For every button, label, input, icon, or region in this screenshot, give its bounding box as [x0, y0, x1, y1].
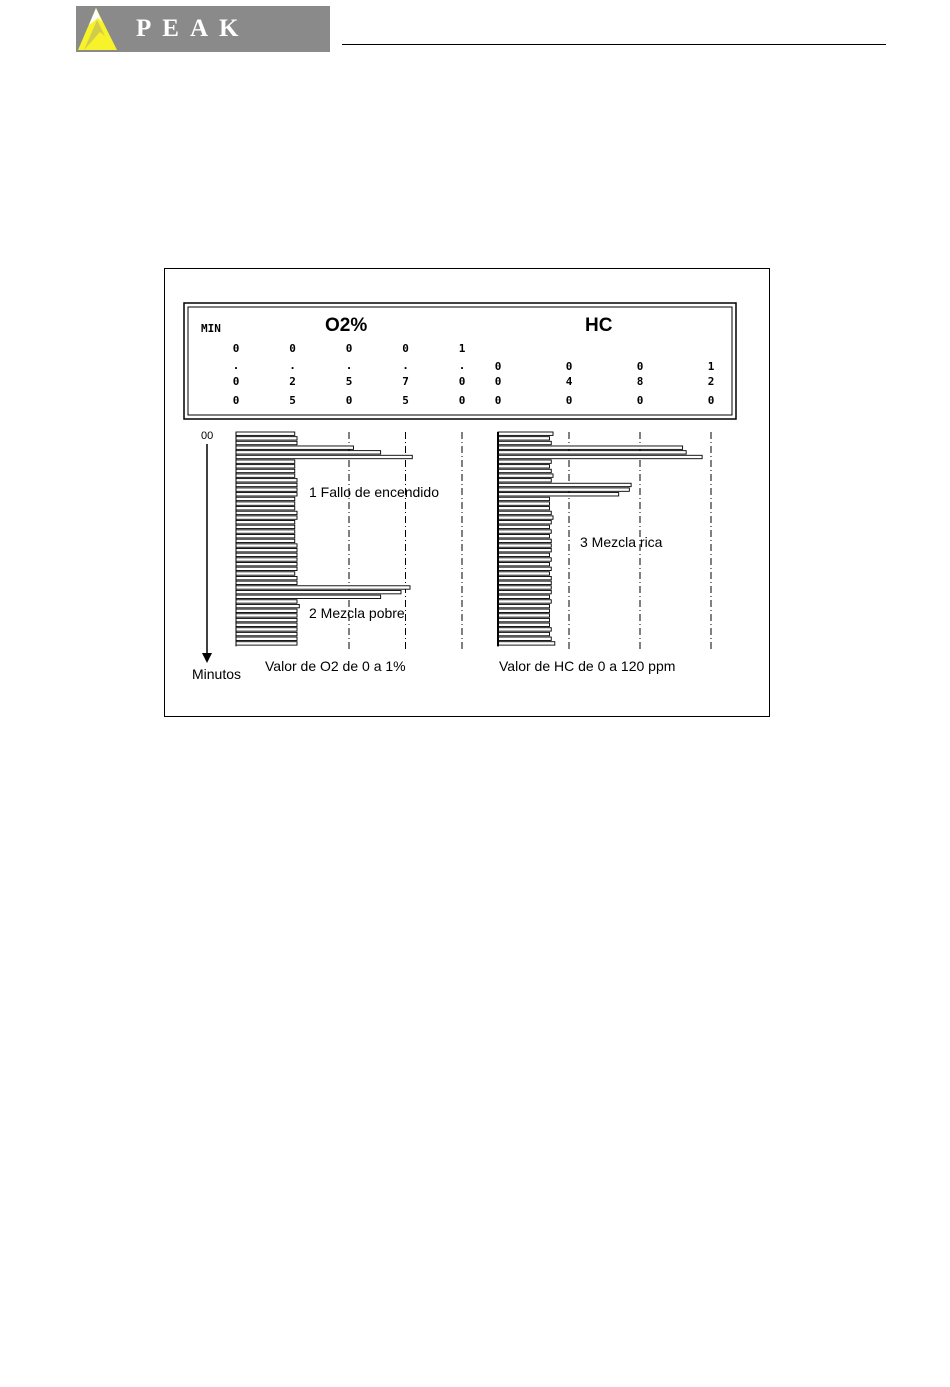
o2-bar	[236, 497, 295, 500]
hc-bar	[498, 521, 551, 524]
o2-bar	[236, 474, 295, 477]
o2-bar	[236, 437, 297, 440]
o2-tick-char: 0	[458, 394, 466, 407]
hc-bar	[498, 586, 551, 589]
o2-bar	[236, 567, 297, 570]
o2-bar	[236, 544, 297, 547]
hc-bar	[498, 632, 549, 635]
o2-tick-char: .	[458, 359, 466, 372]
hc-bar	[498, 600, 551, 603]
hc-axis-label: Valor de HC de 0 a 120 ppm	[499, 658, 676, 674]
header-rule	[342, 44, 886, 45]
hc-bar	[498, 451, 686, 454]
hc-bar	[498, 497, 549, 500]
hc-bar	[498, 623, 549, 626]
hc-tick-labels	[495, 360, 715, 407]
hc-bar	[498, 469, 551, 472]
hc-bar	[498, 441, 551, 444]
hc-bar	[498, 604, 549, 607]
o2-tick-char: 1	[458, 342, 466, 355]
hc-tick-char: 1	[707, 360, 715, 373]
o2-bar	[236, 618, 297, 621]
o2-bar	[236, 479, 297, 482]
hc-bar	[498, 567, 551, 570]
o2-bar	[236, 632, 297, 635]
o2-bar	[236, 516, 297, 519]
hc-bar	[498, 539, 551, 542]
o2-bar	[236, 535, 295, 538]
o2-bar	[236, 465, 295, 468]
hc-bar	[498, 609, 549, 612]
hc-tick-char: 0	[565, 394, 573, 407]
hc-bar	[498, 460, 551, 463]
hc-tick-char: 0	[565, 360, 573, 373]
hc-bar	[498, 474, 553, 477]
o2-bar	[236, 502, 295, 505]
o2-bar	[236, 539, 295, 542]
hc-bar	[498, 516, 553, 519]
o2-bar	[236, 469, 295, 472]
o2-bar	[236, 595, 381, 598]
o2-tick-char: 5	[345, 375, 353, 388]
o2-tick-char: 0	[345, 394, 353, 407]
min-label: MIN	[201, 322, 221, 335]
o2-bar	[236, 511, 297, 514]
o2-tick-char: .	[402, 359, 409, 372]
o2-bar	[236, 628, 297, 631]
o2-bar	[236, 460, 295, 463]
o2-tick-char: 0	[289, 342, 296, 355]
hc-bar	[498, 642, 555, 645]
hc-bar	[498, 535, 549, 538]
o2-bar	[236, 530, 295, 533]
hc-tick-char: 8	[636, 375, 644, 388]
o2-tick-char: 7	[402, 375, 409, 388]
hc-bar	[498, 558, 551, 561]
logo-wordmark: PEAK	[136, 15, 250, 42]
hc-bar	[498, 511, 551, 514]
time-axis-start-label: 00	[201, 430, 214, 442]
o2-bar	[236, 604, 299, 607]
o2-axis-label: Valor de O2 de 0 a 1%	[265, 658, 406, 674]
hc-tick-char: 0	[494, 360, 502, 373]
hc-bar	[498, 618, 549, 621]
o2-bar	[236, 521, 295, 524]
o2-tick-labels	[233, 342, 466, 407]
hc-bar	[498, 581, 551, 584]
hc-tick-char: 0	[494, 375, 502, 388]
hc-bar	[498, 637, 551, 640]
hc-bar	[498, 530, 551, 533]
hc-bar	[498, 502, 549, 505]
hc-bar	[498, 614, 549, 617]
o2-tick-char: 5	[289, 394, 296, 407]
hc-tick-char: 4	[565, 375, 573, 388]
o2-tick-char: 0	[232, 342, 240, 355]
o2-tick-char: 5	[402, 394, 409, 407]
hc-bar	[498, 572, 549, 575]
hc-bar	[498, 553, 549, 556]
o2-bar	[236, 507, 295, 510]
hc-bar	[498, 576, 551, 579]
hc-tick-char: 0	[494, 394, 502, 407]
hc-bar	[498, 488, 629, 491]
o2-tick-char: .	[289, 359, 296, 372]
o2-bar	[236, 600, 297, 603]
figure-frame	[164, 268, 770, 717]
o2-bar	[236, 549, 297, 552]
hc-tick-char: 2	[707, 375, 715, 388]
o2-bar	[236, 446, 354, 449]
hc-bar	[498, 544, 551, 547]
peak-logo	[76, 6, 330, 52]
hc-tick-char: 0	[636, 394, 644, 407]
hc-bar	[498, 455, 702, 458]
hc-bar	[498, 483, 631, 486]
hc-bar	[498, 595, 549, 598]
o2-tick-char: 0	[402, 342, 409, 355]
gas-analysis-chart	[165, 269, 771, 718]
o2-tick-char: 0	[232, 394, 240, 407]
hc-bar	[498, 437, 549, 440]
o2-bar	[236, 525, 295, 528]
o2-bar	[236, 637, 297, 640]
o2-bar	[236, 623, 297, 626]
arrow-down-icon	[202, 653, 212, 663]
o2-bar	[236, 451, 381, 454]
o2-tick-char: 2	[289, 375, 296, 388]
hc-bar	[498, 479, 551, 482]
o2-tick-char: .	[232, 359, 240, 372]
hc-bar	[498, 493, 619, 496]
annotation-misfire: 1 Fallo de encendido	[309, 484, 439, 500]
o2-bar	[236, 642, 297, 645]
o2-bar	[236, 562, 297, 565]
o2-tick-char: 0	[458, 375, 466, 388]
annotation-rich-mixture: 3 Mezcla rica	[580, 534, 663, 550]
o2-bar	[236, 493, 297, 496]
o2-bar	[236, 586, 410, 589]
o2-tick-char: 0	[345, 342, 353, 355]
hc-bar	[498, 549, 551, 552]
hc-bar	[498, 628, 551, 631]
o2-tick-char: .	[345, 359, 353, 372]
hc-bar	[498, 465, 549, 468]
hc-bar	[498, 525, 549, 528]
o2-bar	[236, 572, 295, 575]
hc-tick-char: 0	[707, 394, 715, 407]
hc-title: HC	[585, 315, 613, 336]
hc-bar	[498, 590, 551, 593]
hc-bar	[498, 446, 683, 449]
o2-bar	[236, 558, 297, 561]
o2-bar	[236, 576, 297, 579]
time-axis-end-label: Minutos	[192, 666, 242, 682]
hc-bar	[498, 562, 549, 565]
o2-bar	[236, 581, 297, 584]
hc-bar	[498, 507, 549, 510]
o2-tick-char: 0	[232, 375, 240, 388]
hc-tick-char: 0	[636, 360, 644, 373]
o2-bar	[236, 553, 297, 556]
o2-bar	[236, 488, 297, 491]
o2-bar	[236, 432, 295, 435]
o2-bar	[236, 455, 412, 458]
o2-bar	[236, 483, 297, 486]
annotation-lean-mixture: 2 Mezcla pobre	[309, 605, 405, 621]
hc-bar	[498, 432, 553, 435]
o2-bar	[236, 441, 297, 444]
o2-bar	[236, 614, 297, 617]
o2-title: O2%	[325, 315, 368, 336]
o2-bar	[236, 609, 297, 612]
o2-bar	[236, 590, 401, 593]
